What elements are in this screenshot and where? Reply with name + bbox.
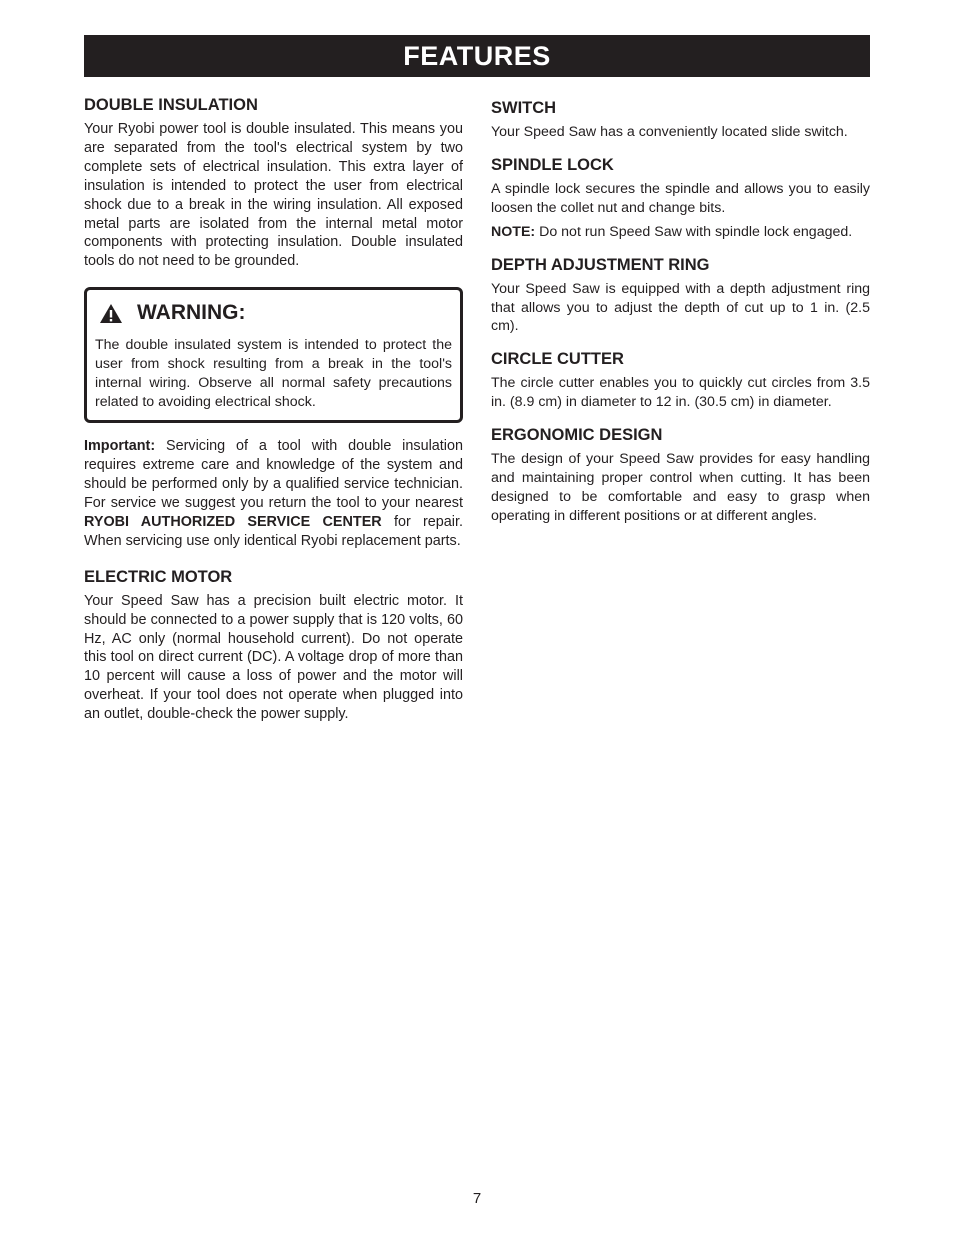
section-switch — [491, 97, 870, 142]
important-label: Important: — [84, 438, 156, 455]
section-circle-cutter — [491, 348, 870, 412]
page-title-banner — [84, 35, 870, 77]
important-emphasis: RYOBI AUTHORIZED SERVICE CENTER — [84, 513, 382, 530]
section-heading: DOUBLE INSULATION — [84, 96, 258, 114]
section-important — [84, 437, 463, 550]
note-label: NOTE: — [491, 223, 536, 240]
section-body: Your Speed Saw has a precision built electric motor. It should be connected to a power supply that is 120 volts, 60 Hz, AC only (normal household current). Do not operate this tool on direct current (DC). A voltage drop of more than 10 percent will cause a loss of power and the motor will overheat. If your tool does not operate when plugged into an outlet, double-check the power supply. — [84, 592, 463, 723]
section-body: The design of your Speed Saw provides for easy handling and maintaining proper control when cutting. It has been designed to be comfortable and easy to grasp when operating in different positions or at different angles. — [491, 451, 870, 524]
note-paragraph — [491, 223, 870, 242]
page-number: 7 — [472, 1190, 482, 1207]
section-heading: ELECTRIC MOTOR — [84, 567, 233, 586]
left-column — [84, 94, 463, 724]
section-double-insulation — [84, 94, 463, 271]
important-body-after: for repair. When servicing use only identical Ryobi replacement parts. — [84, 513, 463, 549]
warning-header — [95, 298, 452, 328]
warning-body: The double insulated system is intended to protect the user from shock resulting from a break in the tool's internal wiring. Observe all normal safety precautions related to avoiding electrical shock. — [95, 337, 452, 411]
page-title: FEATURES — [403, 40, 551, 71]
section-body: Your Speed Saw has a conveniently located slide switch. — [491, 124, 848, 140]
important-paragraph — [84, 437, 463, 550]
warning-title: WARNING: — [137, 301, 246, 325]
section-body: Your Speed Saw is equipped with a depth adjustment ring that allows you to adjust the depth of cut up to 1 in. (2.5 cm). — [491, 280, 870, 335]
section-electric-motor — [84, 566, 463, 724]
section-body: The circle cutter enables you to quickly cut circles from 3.5 in. (8.9 cm) in diameter to 12 in. (30.5 cm) in diameter. — [491, 375, 870, 411]
note-body: Do not run Speed Saw with spindle lock engaged. — [535, 223, 853, 240]
section-body: A spindle lock secures the spindle and allows you to easily loosen the collet nut and change bits. — [491, 180, 870, 216]
section-heading: DEPTH ADJUSTMENT RING — [491, 255, 710, 274]
section-body: Your Ryobi power tool is double insulated. This means you are separated from the tool's electrical system by two complete sets of electrical insulation. This extra layer of insulation is intended to protect the user from electrical shock due to a break in the wiring insulation. All exposed metal parts are isolated from the internal metal motor components with protecting insulation. Double insulated tools do not need to be grounded. — [84, 121, 463, 270]
section-heading: CIRCLE CUTTER — [491, 350, 624, 369]
important-body-before: Servicing of a tool with double insulation requires extreme care and knowledge of the system and should be performed only by a qualified service technician. For service we suggest you return the tool to your nearest — [84, 438, 463, 511]
right-column — [491, 97, 870, 526]
section-depth-adjustment-ring — [491, 254, 870, 337]
warning-box — [84, 287, 463, 423]
section-heading: SWITCH — [491, 99, 557, 117]
section-heading: ERGONOMIC DESIGN — [491, 426, 663, 445]
section-heading: SPINDLE LOCK — [491, 155, 614, 174]
warning-triangle-icon — [99, 303, 123, 324]
section-spindle-lock — [491, 154, 870, 242]
section-ergonomic-design — [491, 424, 870, 526]
